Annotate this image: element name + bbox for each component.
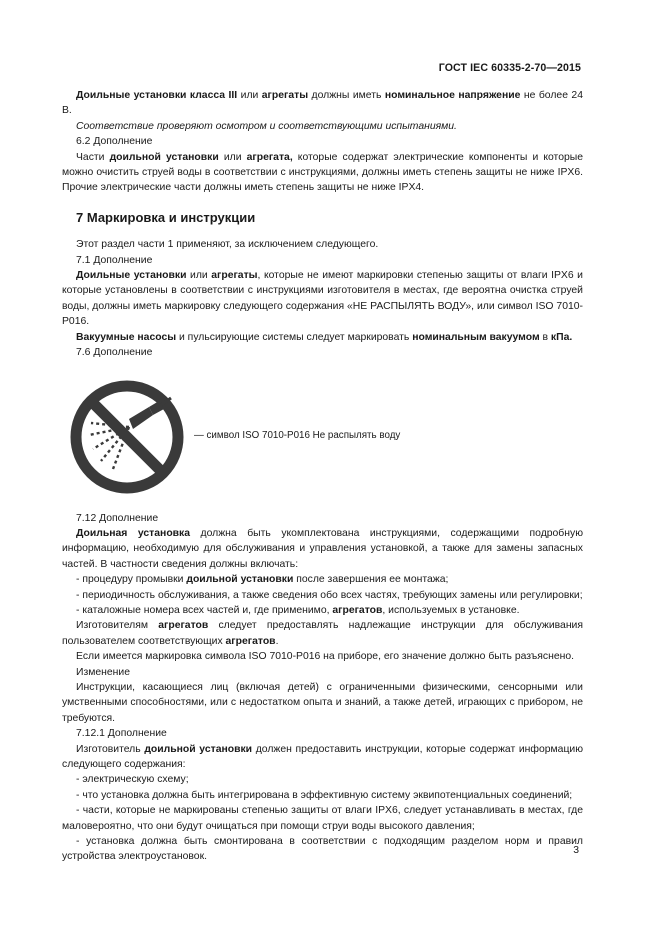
paragraph: Если имеется маркировка символа ISO 7010-P016 на приборе, его значение должно быть разъяснено. bbox=[76, 651, 575, 663]
paragraph: Изготовителям агрегатов следует предоставлять надлежащие инструкции для обслуживания пользователем соответствующих агрегатов. bbox=[62, 620, 583, 647]
symbol-figure bbox=[62, 361, 583, 511]
section-heading: 7 Маркировка и инструкции bbox=[76, 209, 256, 225]
paragraph: Части доильной установки или агрегата, которые содержат электрические компоненты и которые можно очистить струей воды в соответствии с инструкциями, должны иметь степень защиты не ниже IPX6. Прочие электрические части должны иметь степень защиты не ниже IPX4. bbox=[62, 151, 583, 194]
clause-number: 7.12.1 Дополнение bbox=[76, 728, 167, 740]
paragraph: Доильная установка должна быть укомплектована инструкциями, содержащими подробную информацию, необходимую для обслуживания и управления установкой, а также для замены запасных частей. В частности сведения должны включать: bbox=[62, 527, 583, 570]
clause-label: Изменение bbox=[76, 666, 130, 678]
list-item: - периодичность обслуживания, а также сведения обо всех частях, требующих замены или регулировки; bbox=[76, 589, 583, 601]
no-water-spray-icon bbox=[69, 379, 185, 495]
page-number: 3 bbox=[573, 845, 579, 856]
paragraph: Этот раздел части 1 применяют, за исключением следующего. bbox=[76, 239, 379, 251]
paragraph: Инструкции, касающиеся лиц (включая детей) с ограниченными физическими, сенсорными или умственными способностями, или с недостатком опыта и знаний, а также детей, играющих с прибором, не требуются. bbox=[62, 681, 583, 724]
clause-number: 7.12 Дополнение bbox=[76, 512, 159, 524]
list-item: - электрическую схему; bbox=[76, 774, 189, 786]
list-item: - части, которые не маркированы степенью защиты от влаги IPX6, следует устанавливать в местах, где маловероятно, что они будут очищаться при помощи струи воды высокого давления; bbox=[62, 805, 583, 832]
list-item: - установка должна быть смонтирована в соответствии с подходящим разделом норм и правил устройства электроустановок. bbox=[62, 836, 583, 863]
paragraph: Вакуумные насосы и пульсирующие системы следует маркировать номинальным вакуумом в кПа. bbox=[76, 331, 573, 343]
paragraph: Доильные установки или агрегаты, которые не имеют маркировки степенью защиты от влаги IPX6 и которые установлены в соответствии с инструкциями изготовителя в местах, где вероятна очистка струей воды, должны иметь маркировку следующего содержания «НЕ РАСПЫЛЯТЬ ВОДУ», или символ ISO 7010-P016. bbox=[62, 270, 583, 328]
compliance-note: Соответствие проверяют осмотром и соответствующими испытаниями. bbox=[76, 120, 457, 132]
clause-number: 7.1 Дополнение bbox=[76, 254, 153, 266]
clause-number: 7.6 Дополнение bbox=[76, 347, 153, 359]
list-item: - каталожные номера всех частей и, где применимо, агрегатов, используемых в установке. bbox=[76, 604, 520, 616]
document-body bbox=[62, 88, 583, 865]
clause-number: 6.2 Дополнение bbox=[76, 136, 153, 148]
paragraph: Изготовитель доильной установки должен предоставить инструкции, которые содержат информацию следующего содержания: bbox=[62, 743, 583, 770]
list-item: - процедуру промывки доильной установки после завершения ее монтажа; bbox=[76, 574, 449, 586]
document-id-header: ГОСТ IEC 60335-2-70—2015 bbox=[438, 62, 581, 74]
paragraph: Доильные установки класса III или агрегаты должны иметь номинальное напряжение не более 24 В. bbox=[62, 90, 583, 117]
symbol-caption: — символ ISO 7010-P016 Не распылять воду bbox=[194, 429, 401, 441]
list-item: - что установка должна быть интегрирована в эффективную систему эквипотенциальных соединений; bbox=[76, 789, 573, 801]
